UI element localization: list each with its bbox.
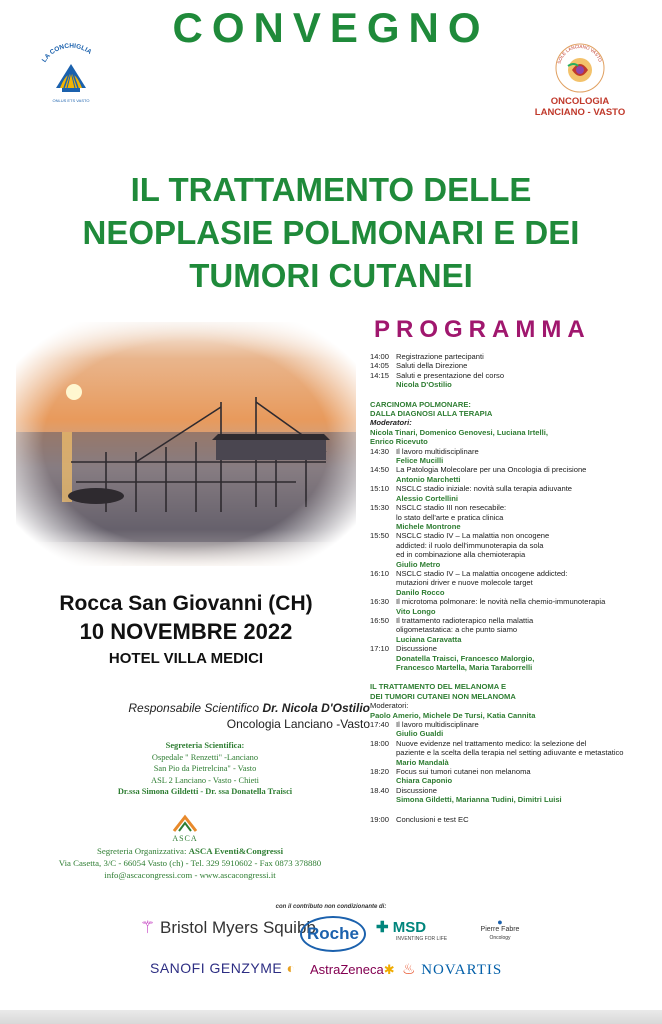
roche-logo: Roche bbox=[300, 916, 366, 952]
asca-logo bbox=[160, 813, 210, 843]
segsci-line-2: San Pio da Pietrelcina" - Vasto bbox=[153, 764, 257, 773]
list-item: 16:50 Il trattamento radioterapico nella malattia bbox=[370, 615, 534, 625]
moderators: Paolo Amerio, Michele De Tursi, Katia Cannita bbox=[370, 710, 536, 720]
segorg-label: Segreteria Organizzativa: bbox=[96, 846, 187, 856]
sponsor-caption: con il contributo non condizionante di: bbox=[275, 904, 387, 910]
time: 14:05 bbox=[370, 361, 390, 371]
segsci-line-1: Ospedale " Renzetti" -Lanciano bbox=[151, 752, 259, 762]
speaker: Simona Gildetti, Marianna Tudini, Dimitri Luisi bbox=[396, 795, 562, 805]
moderators-label: Moderatori: bbox=[370, 418, 412, 428]
speaker: Felice Mucilli bbox=[396, 456, 444, 466]
novartis-logo: ♨ NOVARTIS bbox=[402, 962, 503, 978]
logo-left-subtext: ONLUS ETS VASTO bbox=[52, 98, 90, 103]
speaker: Giulio Gualdi bbox=[396, 729, 444, 739]
list-item: 16:30 Il microtoma polmonare: le novità nella chemio-immunoterapia bbox=[370, 597, 606, 607]
list-item: 15:50 NSCLC stadio IV – La malattia non oncogene bbox=[370, 531, 550, 541]
segorg-contacts[interactable]: info@ascacongressi.com - www.ascacongressi.it bbox=[104, 870, 276, 880]
desc: Registrazione partecipanti bbox=[396, 352, 484, 361]
event-title-line-2: NEOPLASIE POLMONARI E DEI bbox=[82, 214, 580, 251]
scientific-responsible bbox=[40, 700, 370, 732]
list-item: 16:10 NSCLC stadio IV – La malattia oncogene addicted: bbox=[370, 568, 568, 578]
msd-logo: ✚ MSD INVENTING FOR LIFE bbox=[376, 919, 448, 942]
event-details bbox=[0, 590, 372, 670]
list-item: 18:00 Nuove evidenze nel trattamento medico: la selezione del bbox=[370, 738, 587, 748]
segsci-title: Segreteria Scientifica: bbox=[165, 741, 245, 750]
list-item: 17:10 Discussione bbox=[370, 644, 437, 654]
event-location: Rocca San Giovanni (CH) bbox=[59, 592, 313, 615]
speaker: Michele Montrone bbox=[396, 521, 461, 531]
list-item: 18:20 Focus sui tumori cutanei non melanoma bbox=[370, 767, 531, 777]
responsabile-label: Responsabile Scientifico bbox=[128, 701, 260, 715]
list-item: 15:10 NSCLC stadio iniziale: novità sulla terapia adiuvante bbox=[370, 484, 573, 494]
la-conchiglia-logo bbox=[34, 40, 108, 110]
speaker: Antonio Marchetti bbox=[396, 474, 461, 484]
moderators: Nicola Tinari, Domenico Genovesi, Luciana Irtelli, bbox=[370, 427, 548, 437]
list-item: 19:00 Conclusioni e test EC bbox=[370, 814, 469, 824]
list-item bbox=[370, 361, 660, 370]
sanofi-genzyme-logo: SANOFI GENZYME ◐ bbox=[150, 960, 296, 976]
section-title: IL TRATTAMENTO DEL MELANOMA E bbox=[370, 682, 507, 692]
speaker: Luciana Caravatta bbox=[396, 634, 462, 644]
segsci-names: Dr.ssa Simona Gildetti - Dr. ssa Donatella Traisci bbox=[117, 787, 293, 796]
section-title: DEI TUMORI CUTANEI NON MELANOMA bbox=[370, 691, 516, 701]
list-item bbox=[370, 371, 660, 380]
logo-right-caption-2: LANCIANO - VASTO bbox=[534, 107, 626, 118]
convegno-heading: CONVEGNO bbox=[172, 4, 490, 51]
section-title: CARCINOMA POLMONARE: bbox=[370, 399, 471, 409]
speaker: Francesco Martella, Maria Taraborrelli bbox=[396, 663, 533, 672]
event-title bbox=[0, 168, 662, 297]
speaker: Donatella Traisci, Francesco Malorgio, bbox=[396, 653, 535, 663]
speaker: Alessio Cortellini bbox=[396, 493, 459, 503]
event-venue: HOTEL VILLA MEDICI bbox=[108, 650, 264, 667]
asca-logo-text: ASCA bbox=[172, 834, 198, 843]
speaker: Mario Mandalà bbox=[396, 757, 449, 767]
logo-left-text: LA CONCHIGLIA bbox=[40, 42, 93, 64]
desc: Saluti della Direzione bbox=[396, 361, 468, 371]
scientific-secretariat bbox=[60, 740, 350, 798]
speaker: Vito Longo bbox=[396, 606, 436, 616]
speaker: Chiara Caponio bbox=[396, 776, 453, 786]
speaker: Giulio Metro bbox=[396, 559, 441, 569]
svg-text:LA CONCHIGLIA bbox=[41, 43, 93, 64]
list-item: 17:40 Il lavoro multidisciplinare bbox=[370, 720, 479, 730]
organizing-secretariat bbox=[20, 845, 360, 881]
list-item: 18.40 Discussione bbox=[370, 785, 437, 795]
moderators-label: Moderatori: bbox=[370, 701, 409, 711]
time: 14:15 bbox=[370, 370, 390, 380]
astrazeneca-logo: AstraZeneca✱ bbox=[310, 962, 395, 977]
time: 14:00 bbox=[370, 352, 390, 361]
responsabile-name: Dr. Nicola D'Ostilio bbox=[262, 701, 370, 715]
programma-heading: PROGRAMMA bbox=[374, 316, 591, 343]
programma-list: 14:00 Registrazione partecipanti 14:05 Saluti della Direzione 14:15 Saluti e presentazione del corso Nicola D'Ostilio CARCINOMA POLMONARE: DALLA DIAGNOSI ALLA TERAPIA Moderatori: Nicola Tinari, Domenico Genovesi, Luciana Irtelli, Enrico Ricevuto 14:30 Il lavoro multidisciplinare Felice Mucilli 14:50 La Patologia Molecolare per una Oncologia di precisione Antonio Marchetti 15:10 NSCLC stadio iniziale: novità sulla terapia adiuvante Alessio Cortellini 15:30 NSCLC stadio III non resecabile: lo stato dell'arte e pratica clinica Michele Montrone 15:50 NSCLC stadio IV – La malattia non oncogene addicted: il ruolo dell'immunoterapia da sola ed in combinazione alla chemioterapia Giulio Metro 16:10 NSCLC stadio IV – La malattia oncogene addicted: mutazioni driver e nuove molecole target Danilo Rocco 16:30 Il microtoma polmonare: le novità nella chemio-immunoterapia Vito Longo 16:50 Il trattamento radioterapico nella malattia oligometastatica: a che punto siamo Luciana Caravatta 17:10 Discussione Donatella Traisci, Francesco Malorgio, Francesco Martella, Maria Taraborrelli IL TRATTAMENTO DEL MELANOMA E DEI TUMORI CUTANEI NON MELANOMA Moderatori: Paolo Amerio, Michele De Tursi, Katia Cannita 17:40 Il lavoro multidisciplinare Giulio Gualdi 18:00 Nuove evidenze nel trattamento medico: la selezione del paziente e la scelta della terapia nel setting adiuvante e metastatico Mario Mandalà 18:20 Focus sui tumori cutanei non melanoma Chiara Caponio 18.40 Discussione Simona Gildetti, Marianna Tudini, Dimitri Luisi 19:00 Conclusioni e test EC bbox=[370, 352, 660, 824]
bottom-bar bbox=[0, 1010, 662, 1024]
segorg-address: Via Casetta, 3/C - 66054 Vasto (ch) - Tel. 329 5910602 - Fax 0873 378880 bbox=[58, 858, 322, 868]
speaker: Danilo Rocco bbox=[396, 587, 445, 597]
list-item: 15:30 NSCLC stadio III non resecabile: bbox=[370, 503, 507, 513]
sponsor-row-1 bbox=[140, 914, 540, 954]
pierre-fabre-logo: ● Pierre Fabre Oncology bbox=[480, 917, 520, 941]
list-item bbox=[370, 352, 660, 361]
sunset-trabocco-photo bbox=[16, 322, 356, 566]
oncologia-logo bbox=[520, 40, 640, 122]
bristol-myers-squibb-logo: ⚚ Bristol Myers Squibb bbox=[140, 918, 316, 937]
section-title: DALLA DIAGNOSI ALLA TERAPIA bbox=[370, 409, 493, 419]
segsci-line-3: ASL 2 Lanciano - Vasto - Chieti bbox=[151, 775, 259, 785]
list-item: 14:50 La Patologia Molecolare per una Oncologia di precisione bbox=[370, 465, 587, 475]
responsabile-unit: Oncologia Lanciano -Vasto bbox=[226, 717, 370, 731]
segorg-name: ASCA Eventi&Congressi bbox=[188, 846, 284, 856]
event-title-line-1: IL TRATTAMENTO DELLE bbox=[130, 171, 532, 208]
logo-right-caption-1: ONCOLOGIA bbox=[550, 96, 610, 107]
event-title-line-3: TUMORI CUTANEI bbox=[189, 257, 473, 294]
sponsor-row-2 bbox=[150, 956, 520, 982]
event-date: 10 NOVEMBRE 2022 bbox=[79, 619, 293, 644]
logo-right-ring-text: SOLE LANCIANO VASTO bbox=[556, 43, 603, 65]
list-item: 14:30 Il lavoro multidisciplinare bbox=[370, 446, 479, 456]
moderators: Enrico Ricevuto bbox=[370, 437, 428, 447]
speaker: Nicola D'Ostilio bbox=[396, 380, 452, 390]
desc: Saluti e presentazione del corso bbox=[396, 370, 505, 380]
